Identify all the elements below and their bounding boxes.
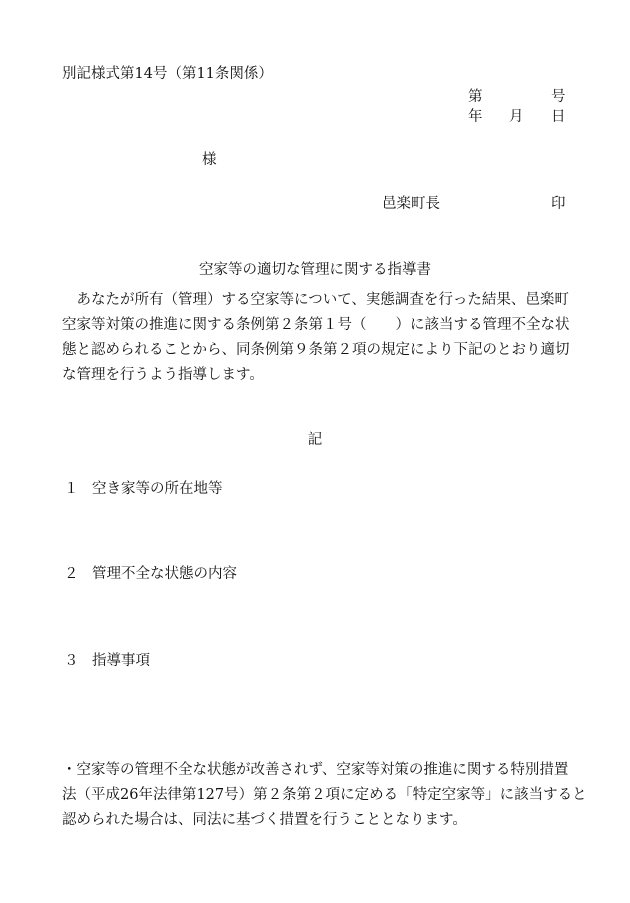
date-year: 年 [468, 109, 483, 125]
addressee-suffix: 様 [202, 152, 217, 168]
item-number: ３ [64, 653, 79, 669]
item-label: 指導事項 [92, 653, 150, 669]
document-number-prefix: 第 [468, 89, 483, 105]
body-line: 態と認められることから、同条例第９条第２項の規定により下記のとおり適切 [62, 342, 570, 358]
note-line: 法（平成26年法律第127号）第２条第２項に定める「特定空家等」に該当すると [62, 787, 587, 803]
body-line: な管理を行うよう指導します。 [62, 367, 264, 383]
ki-heading: 記 [307, 432, 323, 448]
document-title: 空家等の適切な管理に関する指導書 [199, 262, 431, 278]
date-month: 月 [509, 109, 524, 125]
body-line: 空家等対策の推進に関する条例第２条第１号（ ）に該当する管理不全な状 [62, 317, 570, 333]
issuer-name: 邑楽町長 [382, 196, 440, 212]
note-line: 認められた場合は、同法に基づく措置を行うこととなります。 [62, 812, 467, 828]
item-number: ２ [64, 566, 79, 582]
item-label: 管理不全な状態の内容 [92, 566, 237, 582]
item-label: 空き家等の所在地等 [92, 481, 223, 497]
note-line: ・空家等の管理不全な状態が改善されず、空家等対策の推進に関する特別措置 [62, 762, 569, 778]
document-number-suffix: 号 [551, 89, 566, 105]
form-label: 別記様式第14号（第11条関係） [62, 66, 273, 82]
issuer-seal: 印 [551, 196, 566, 212]
date-day: 日 [551, 109, 566, 125]
item-number: １ [64, 481, 79, 497]
body-line: あなたが所有（管理）する空家等について、実態調査を行った結果、邑楽町 [62, 292, 569, 308]
